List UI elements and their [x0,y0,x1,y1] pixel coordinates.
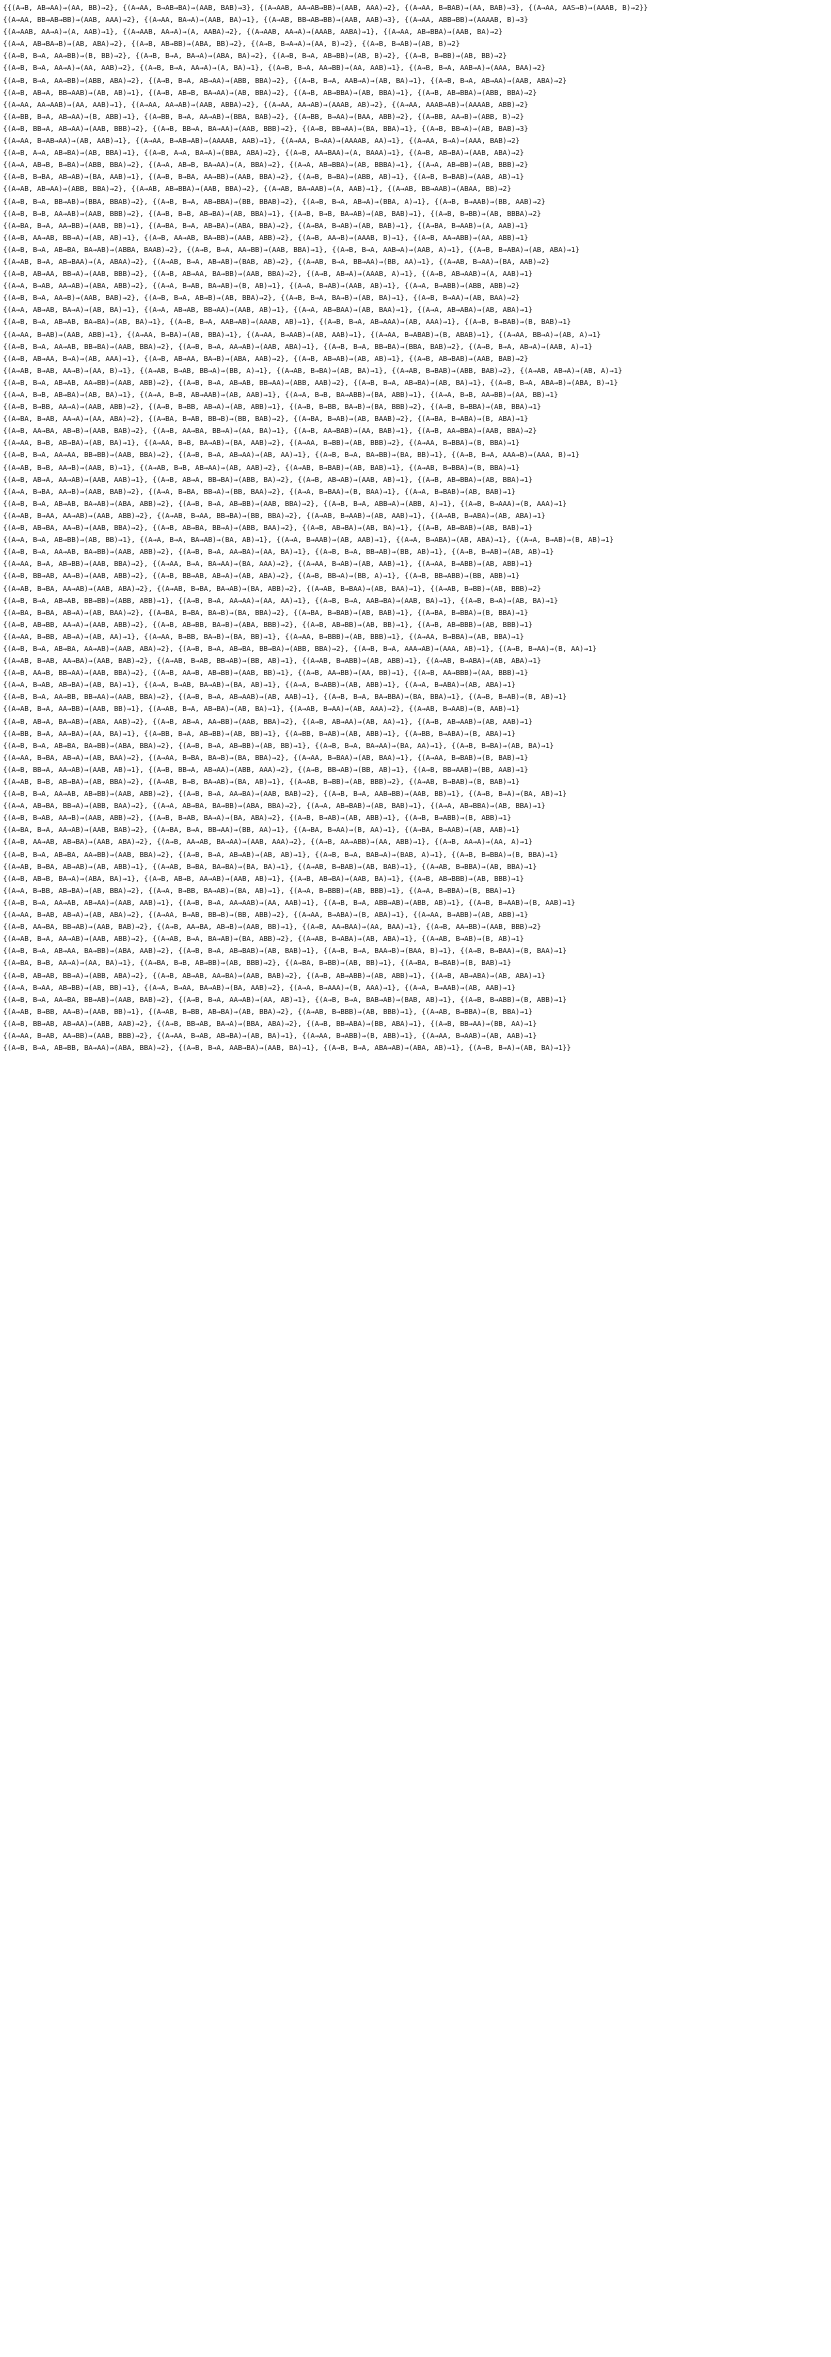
output-line: {(A→AA, AA→AAB)→(AA, AAB)→1}, {(A→AA, AA→AB)→(AAB, ABBA)→2}, {(A→AA, AA→AB)→(AAAB, AB)→2}, {(A→AA, AAAB→AB)→(AAAAB, ABB)→2} [3,99,529,109]
output-line: {(A→AB, B→BA, AA→AB)→(AAB, ABA)→2}, {(A→AB, B→BA, BA→AB)→(BA, ABB)→2}, {(A→AB, B→BAA)→(AB, BAA)→1}, {(A→AB, B→BB)→(AB, BBB)→2} [3,583,542,593]
output-line: {(A→B, B→A, AB→BA, BA→AB)→(ABBA, BAAB)→2}, {(A→B, B→A, AA→BB)→(AAB, BBA)→1}, {(A→B, B→A, AAB→A)→(AAB, A)→1}, {(A→B, B→ABA)→(AB, ABA)→1} [3,244,580,254]
output-line: {(A→BA, B→AB, AA→A)→(AA, ABA)→2}, {(A→BA, B→AB, BB→B)→(BB, BAB)→2}, {(A→BA, B→AB)→(AB, BAAB)→2}, {(A→BA, B→ABA)→(B, ABA)→1} [3,414,529,424]
output-line: {(A→A, B→AA, AB→BB)→(AB, BB)→1}, {(A→A, B→AA, BA→AB)→(BA, AAB)→2}, {(A→A, B→AAA)→(B, AAA)→1}, {(A→A, B→AAB)→(AB, AAB)→1} [3,982,516,992]
output-line: {(A→B, B→A, AB→AB, BA→BA)→(AB, BA)→1}, {(A→B, B→A, AAB→AB)→(AAAB, AB)→1}, {(A→B, B→A, AB→AAA)→(AB, AAA)→1}, {(A→B, B→BAB)→(B, BAB)→1} [3,317,572,327]
output-line: {(A→B, AA→AB, BB→A)→(AB, AB)→1}, {(A→B, AA→AB, BA→BB)→(AAB, ABB)→2}, {(A→B, AA→B)→(AAAB, B)→1}, {(A→B, AA→ABB)→(AA, ABB)→1} [3,232,529,242]
output-line: {(A→B, B→A, AA→BB)→(B, BB)→2}, {(A→B, B→A, BA→A)→(ABA, BA)→2}, {(A→B, B→A, AB→BB)→(AB, B)→2}, {(A→B, B→BB)→(AB, BB)→2} [3,51,507,61]
output-line: {(A→AB, B→AB, AA→B)→(AA, B)→1}, {(A→AB, B→AB, BB→A)→(BB, A)→1}, {(A→AB, B→BA)→(AB, BA)→1}, {(A→AB, B→BAB)→(ABB, BAB)→2}, {(A→AB, AB→A)→(AB, A)→1} [3,365,623,375]
output-line: {(A→B, B→A, AA→B)→(AAB, BAB)→2}, {(A→B, B→A, AB→B)→(AB, BBA)→2}, {(A→B, B→A, BA→B)→(AB, BA)→1}, {(A→B, B→AA)→(AB, BAA)→2} [3,293,520,303]
output-line: {(A→AA, BB→AB→BB)→(AAB, AAA)→2}, {(A→AA, BA→A)→(AAB, BA)→1}, {(A→AB, BB→AB→BB)→(AAB, AAB)→3}, {(A→AA, ABB→BB)→(AAAAB, B)→3} [3,15,529,25]
output-line: {(A→A, AB→AB, BA→A)→(AB, BA)→1}, {(A→A, AB→AB, BB→AA)→(AAB, AB)→1}, {(A→A, AB→BAA)→(AB, BAA)→1}, {(A→A, AB→ABA)→(AB, ABA)→1} [3,305,533,315]
output-line: {(A→AB, B→AA, AA→AB)→(AAB, ABB)→2}, {(A→AB, B→AA, BB→BA)→(BB, BBA)→2}, {(A→AB, B→AAB)→(AB, AAB)→1}, {(A→AB, B→ABA)→(AB, ABA)→1} [3,510,546,520]
output-line: {(A→A, AB→BA, BB→A)→(ABB, BAA)→2}, {(A→A, AB→BA, BA→BB)→(ABA, BBA)→2}, {(A→A, AB→BAB)→(AB, BAB)→1}, {(A→A, AB→BBA)→(AB, BBA)→1} [3,801,546,811]
output-line: {(A→B, B→A, AA→BB)→(ABB, ABA)→2}, {(A→B, B→A, AB→AA)→(ABB, BBA)→2}, {(A→B, B→A, AAB→A)→(AB, BA)→1}, {(A→B, B→A, AB→AA)→(AAB, ABA)→2} [3,75,567,85]
output-line: {(A→B, B→BA, AB→AB)→(BA, AAB)→1}, {(A→B, B→BA, AA→BB)→(AAB, BBA)→2}, {(A→B, B→BA)→(ABB, AB)→1}, {(A→B, B→BAB)→(AAB, AB)→1} [3,172,525,182]
output-line: {(A→AB, B→B, AB→BA)→(AB, BBA)→2}, {(A→AB, B→B, BA→AB)→(BA, AB)→1}, {(A→AB, B→BB)→(AB, BBB)→2}, {(A→AB, B→BAB)→(B, BAB)→1} [3,777,520,786]
output-line: {(A→A, B→BB, AB→BA)→(AB, BBA)→2}, {(A→A, B→BB, BA→AB)→(BA, AB)→1}, {(A→A, B→BBB)→(AB, BBB)→1}, {(A→A, B→BBA)→(B, BBA)→1} [3,885,516,895]
output-line: {(A→B, B→A, AB→BA, AA→BB)→(AAB, BBA)→2}, {(A→B, B→A, AB→AB)→(AB, AB)→1}, {(A→B, B→A, BAB→A)→(BAB, A)→1}, {(A→B, B→BBA)→(B, BBA)→1} [3,849,559,859]
output-line: {(A→AB, B→B, AA→B)→(AAB, B)→1}, {(A→AB, B→B, AB→AA)→(AB, AAB)→2}, {(A→AB, B→BAB)→(AB, BAB)→1}, {(A→AB, B→BBA)→(B, BBA)→1} [3,462,520,472]
output-line: {(A→B, B→A, AA→BB, BB→AA)→(AAB, BBA)→2}, {(A→B, B→A, AB→AAB)→(AB, AAB)→1}, {(A→B, B→A, BA→BBA)→(BA, BBA)→1}, {(A→B, B→AB)→(B, AB)→1} [3,692,567,702]
output-line: {(A→A, B→B, AB→BA)→(AB, BA)→1}, {(A→A, B→B, AB→AAB)→(AB, AAB)→1}, {(A→A, B→B, BA→ABB)→(BA, ABB)→1}, {(A→A, B→B, AA→BB)→(AA, BB)→1} [3,390,559,399]
output-line: {(A→B, B→A, AA→AB, AB→AA)→(AAB, AAB)→1}, {(A→B, B→A, AA→AAB)→(AA, AAB)→1}, {(A→B, B→A, ABB→AB)→(ABB, AB)→1}, {(A→B, B→AAB)→(B, AAB)→1} [3,897,576,907]
output-line: {(A→AB, B→BA, AB→AB)→(AB, ABB)→1}, {(A→AB, B→BA, BA→BA)→(BA, BA)→1}, {(A→AB, B→BAB)→(AB, BAB)→1}, {(A→AB, B→BBA)→(AB, BBA)→1} [3,861,537,871]
output-line: {(A→AA, B→BA, AB→A)→(AB, BAA)→2}, {(A→AA, B→BA, BA→B)→(BA, BBA)→2}, {(A→AA, B→BAA)→(AB, BAA)→1}, {(A→AA, B→BAB)→(B, BAB)→1} [3,752,529,762]
output-line: {(A→B, B→A, AA→AB, BB→BA)→(AAB, BBA)→2}, {(A→B, B→A, AA→AB)→(AAB, ABA)→1}, {(A→B, B→A, BB→BA)→(BBA, BAB)→2}, {(A→B, B→A, AB→A)→(AAB, A)→1} [3,341,593,351]
output-line: {(A→B, AB→A, BB→AAB)→(AB, AB)→1}, {(A→B, AB→B, BA→AA)→(AB, BBA)→2}, {(A→B, AB→BBA)→(AB, BBA)→1}, {(A→B, AB→BBA)→(ABB, BBA)→2} [3,87,537,97]
output-line: {(A→AA, B→A, AB→BB)→(AAB, BBA)→2}, {(A→AA, B→A, BA→AA)→(BA, AAA)→2}, {(A→AA, B→AB)→(AB, AAB)→1}, {(A→AA, B→ABB)→(AB, ABB)→1} [3,559,533,569]
output-line: {(A→B, B→A, AB→AB, BA→AB)→(ABA, ABB)→2}, {(A→B, B→A, AB→BB)→(AAB, BBA)→2}, {(A→B, B→A, ABB→A)→(ABB, A)→1}, {(A→B, B→AAA)→(B, AAA)→1} [3,498,567,508]
output-line: {(A→BA, B→A, AA→BB)→(AAB, BB)→1}, {(A→BA, B→A, AB→BA)→(ABA, BBA)→2}, {(A→BA, B→AB)→(AB, BAB)→1}, {(A→BA, B→AAB)→(A, AAB)→1} [3,220,529,230]
output-line: {(A→BA, B→BA, AB→A)→(AB, BAA)→2}, {(A→BA, B→BA, BA→B)→(BA, BBA)→2}, {(A→BA, B→BAB)→(AB, BAB)→1}, {(A→BA, B→BBA)→(B, BBA)→1} [3,607,529,617]
output-line: {(A→B, B→B, AA→AB)→(AAB, BBB)→2}, {(A→B, B→B, AB→BA)→(AB, BBA)→1}, {(A→B, B→B, BA→AB)→(AB, BAB)→1}, {(A→B, B→BB)→(AB, BBBA)→2} [3,208,542,218]
output-line: {(A→BB, B→A, AB→AA)→(B, ABB)→1}, {(A→BB, B→A, AA→AB)→(BBA, BAB)→2}, {(A→BB, B→AA)→(BAA, ABB)→2}, {(A→BB, AA→B)→(ABB, B)→2} [3,111,525,121]
output-line: {(A→A, B→AB, AB→BA)→(AB, BA)→1}, {(A→A, B→AB, BA→AB)→(BA, AB)→1}, {(A→A, B→ABB)→(AB, ABB)→1}, {(A→A, B→ABA)→(AB, ABA)→1} [3,680,516,690]
output-line: {(A→AA, B→AB, AA→BB)→(AAB, BBB)→2}, {(A→AA, B→AB, AB→BA)→(AB, BA)→1}, {(A→AA, B→ABB)→(B, ABB)→1}, {(A→AA, B→AAB)→(AB, AAB)→1} [3,1030,537,1040]
output-line: {(A→B, AB→BB, AA→A)→(AAB, ABB)→2}, {(A→B, AB→BB, BA→B)→(ABA, BBB)→2}, {(A→B, AB→BB)→(AB, BB)→1}, {(A→B, AB→BBB)→(AB, BBB)→1} [3,619,533,629]
output-line: {(A→B, AA→AB, AB→BA)→(AAB, ABA)→2}, {(A→B, AA→AB, BA→AA)→(AAB, AAA)→2}, {(A→B, AA→ABB)→(AA, ABB)→1}, {(A→B, AA→A)→(AA, A)→1} [3,837,533,847]
output-line: {(A→A, B→BA, AA→B)→(AAB, BAB)→2}, {(A→A, B→BA, BB→A)→(BB, BAA)→2}, {(A→A, B→BAA)→(B, BAA)→1}, {(A→A, B→BAB)→(AB, BAB)→1} [3,486,516,496]
output-line: {(A→B, AA→BA, BB→AB)→(AAB, BAB)→2}, {(A→B, AA→BA, AB→B)→(AAB, BB)→1}, {(A→B, AA→BAA)→(AA, BAA)→1}, {(A→B, AA→BB)→(AAB, BBB)→2} [3,922,542,932]
output-line: {(A→B, BB→A, AB→AA)→(AAB, BBB)→2}, {(A→B, BB→A, BA→AA)→(AAB, BBB)→2}, {(A→B, BB→AA)→(BA, BBA)→1}, {(A→B, BB→A)→(AB, BAB)→3} [3,123,529,133]
output-line: {(A→AB, B→A, AA→BB)→(AAB, BB)→1}, {(A→AB, B→A, AB→BA)→(AB, BA)→1}, {(A→AB, B→AA)→(AB, AAA)→2}, {(A→AB, B→AAB)→(B, AAB)→1} [3,704,520,714]
output-line: {(A→BA, B→A, AA→AB)→(AAB, BAB)→2}, {(A→BA, B→A, BB→AA)→(BB, AA)→1}, {(A→BA, B→AA)→(B, AA)→1}, {(A→BA, B→AAB)→(AB, AAB)→1} [3,825,520,835]
output-line: {(A→AA, B→AB, AB→A)→(AB, ABA)→2}, {(A→AA, B→AB, BB→B)→(BB, ABB)→2}, {(A→AA, B→ABA)→(B, ABA)→1}, {(A→AA, B→ABB)→(AB, ABB)→1} [3,910,529,920]
output-line: {(A→B, BB→AB, AA→B)→(AAB, ABB)→2}, {(A→B, BB→AB, AB→A)→(AB, ABA)→2}, {(A→B, BB→A)→(BB, A)→1}, {(A→B, BB→ABB)→(BB, ABB)→1} [3,571,520,581]
output-line: {(A→AB, B→BB, AA→B)→(AAB, BB)→1}, {(A→AB, B→BB, AB→BA)→(AB, BBA)→2}, {(A→AB, B→BBB)→(AB, BBB)→1}, {(A→AB, B→BBA)→(B, BBA)→1} [3,1006,533,1016]
output-line: {(A→AAB, AA→A)→(A, AAB)→1}, {(A→AAB, AA→A)→(A, AABA)→2}, {(A→AAB, AA→A)→(AAAB, AABA)→1}, {(A→AA, AB→BBA)→(AAB, BA)→2} [3,27,503,37]
output-line: {(A→A, B→A, AB→BB)→(AB, BB)→1}, {(A→A, B→A, BA→AB)→(BA, AB)→1}, {(A→A, B→AAB)→(AB, AAB)→1}, {(A→A, B→ABA)→(AB, ABA)→1}, {(A→A, B→AB)→(B, AB)→1} [3,535,614,545]
output-line: {(A→AA, B→B, AB→BA)→(AB, BA)→1}, {(A→AA, B→B, BA→AB)→(BA, AAB)→2}, {(A→AA, B→BB)→(AB, BBB)→2}, {(A→AA, B→BBA)→(B, BBA)→1} [3,438,520,448]
output-line: {{(A→B, AB→AA)→(AA, BB)→2}, {(A→AA, B→AB→BA)→(AAB, BAB)→3}, {(A→AAB, AA→AB→BB)→(AAB, AAA)→2}, {(A→AA, B→BAB)→(AA, BAB)→3}, {(A→AA, AAS→B)→(AAAB, B)→2}} [3,3,648,12]
output-line: {(A→B, B→A, AB→BA, AA→AB)→(AAB, ABA)→2}, {(A→B, B→A, AB→BA, BB→BA)→(ABB, BBA)→2}, {(A→B, B→A, AAA→AB)→(AAA, AB)→1}, {(A→B, B→AA)→(B, AA)→1} [3,643,597,653]
output-line: {(A→B, B→A, AA→AB, AB→BB)→(AAB, ABB)→2}, {(A→B, B→A, AA→BA)→(AAB, BAB)→2}, {(A→B, B→A, AAB→BB)→(AAB, BB)→1}, {(A→B, B→A)→(BA, AB)→1} [3,789,567,799]
output-line: {(A→A, B→AB, AA→AB)→(ABA, ABB)→2}, {(A→A, B→AB, BA→AB)→(B, AB)→1}, {(A→A, B→AB)→(AAB, AB)→1}, {(A→A, B→ABB)→(ABB, ABB)→2} [3,281,520,291]
output-line: {(A→AB, B→A, AB→BAA)→(A, ABAA)→2}, {(A→AB, B→A, AB→AB)→(BAB, AB)→2}, {(A→AB, B→A, BB→AA)→(BB, AA)→1}, {(A→AB, B→AA)→(BA, AAB)→2} [3,256,550,266]
output-line: {(A→AA, B→BB, AB→A)→(AB, AA)→1}, {(A→AA, B→BB, BA→B)→(BA, BB)→1}, {(A→AA, B→BBB)→(AB, BBB)→1}, {(A→AA, B→BBA)→(AB, BBA)→1} [3,631,525,641]
output-line: {(A→B, A→A, AB→BA)→(AB, BBA)→1}, {(A→B, A→A, BA→A)→(BBA, ABA)→2}, {(A→B, AA→BAA)→(A, BAAA)→1}, {(A→B, AB→BA)→(AAB, ABA)→2} [3,148,525,158]
output-line: {(A→B, B→A, AA→AB, BA→BB)→(AAB, ABB)→2}, {(A→B, B→A, AA→BA)→(AA, BA)→1}, {(A→B, B→A, BB→AB)→(BB, AB)→1}, {(A→B, B→AB)→(AB, AB)→1} [3,547,554,557]
output-line: {(A→B, B→A, AB→AB, BB→BB)→(ABB, ABB)→1}, {(A→B, B→A, AA→AA)→(AA, AA)→1}, {(A→B, B→A, AAB→BA)→(AAB, BA)→1}, {(A→B, B→A)→(AB, BA)→1} [3,595,559,605]
output-line: {(A→B, AB→AA, B→A)→(AB, AAA)→1}, {(A→B, AB→AA, BA→B)→(ABA, AAB)→2}, {(A→B, AB→AB)→(AB, AB)→1}, {(A→B, AB→BAB)→(AAB, BAB)→2} [3,353,529,363]
output-line: {(A→B, B→A, AA→A)→(AA, AAB)→2}, {(A→B, B→A, AA→A)→(A, BA)→1}, {(A→B, B→A, AA→BB)→(AA, AAB)→1}, {(A→B, B→A, AAB→A)→(AAA, BAA)→2} [3,63,546,73]
output-line: {(A→B, B→AB, AA→B)→(AAB, ABB)→2}, {(A→B, B→AB, BA→A)→(BA, ABA)→2}, {(A→B, B→AB)→(AB, ABB)→1}, {(A→B, B→ABB)→(B, ABB)→1} [3,813,512,823]
output-line: {(A→B, AA→BA, AB→B)→(AAB, BAB)→2}, {(A→B, AA→BA, BB→A)→(AA, BA)→1}, {(A→B, AA→BAB)→(AA, BAB)→1}, {(A→B, AA→BBA)→(AAB, BBA)→2} [3,426,537,436]
output-line: {(A→B, AB→B, BA→A)→(ABA, BA)→1}, {(A→B, AB→B, AA→AB)→(AAB, AB)→1}, {(A→B, AB→BA)→(AAB, BA)→1}, {(A→B, AB→BBB)→(AB, BBB)→1} [3,873,525,883]
output-line: {(A→AB, B→A, AA→AB)→(AAB, ABB)→2}, {(A→AB, B→A, BA→AB)→(BA, ABB)→2}, {(A→AB, B→ABA)→(AB, ABA)→1}, {(A→AB, B→AB)→(B, AB)→1} [3,934,525,944]
output-line: {(A→B, B→BB, AA→A)→(AAB, ABB)→2}, {(A→B, B→BB, AB→A)→(AB, ABB)→1}, {(A→B, B→BB, BA→B)→(BA, BBB)→2}, {(A→B, B→BBA)→(AB, BBA)→1} [3,402,542,412]
output-line: {(A→B, BB→AB, AB→AA)→(ABB, AAB)→2}, {(A→B, BB→AB, BA→A)→(BBA, ABA)→2}, {(A→B, BB→ABA)→(BB, ABA)→1}, {(A→B, BB→AA)→(BB, AA)→1} [3,1018,537,1028]
output-line: {(A→BA, B→B, AA→A)→(AA, BA)→1}, {(A→BA, B→B, AB→BB)→(AB, BBB)→2}, {(A→BA, B→BB)→(AB, BB)→1}, {(A→BA, B→BAB)→(B, BAB)→1} [3,958,512,968]
output-line: {(A→AA, B→AB)→(AAB, ABB)→1}, {(A→AA, B→BA)→(AB, BBA)→1}, {(A→AA, B→AAB)→(AB, AAB)→1}, {(A→AA, B→ABAB)→(B, ABAB)→1}, {(A→AA, BB→A)→(AB, A)→1} [3,329,601,339]
output-line: {(A→B, B→A, AB→AA, BA→BB)→(ABA, AAB)→2}, {(A→B, B→A, AB→BAB)→(AB, BAB)→1}, {(A→B, B→A, BAA→B)→(BAA, B)→1}, {(A→B, B→BAA)→(B, BAA)→1} [3,946,567,956]
output-line: {(A→A, AB→BA→B)→(AB, ABA)→2}, {(A→B, AB→BB)→(ABA, BB)→2}, {(A→B, B→A→A)→(AA, B)→2}, {(A→B, B→AB)→(AB, B)→2} [3,39,460,49]
output-line: {(A→B, AB→BA, AA→B)→(AAB, BBA)→2}, {(A→B, AB→BA, BB→A)→(ABB, BAA)→2}, {(A→B, AB→BA)→(AB, BA)→1}, {(A→B, AB→BAB)→(AB, BAB)→1} [3,523,533,533]
output-line: {(A→B, B→A, AB→BB, BA→AA)→(ABA, BBA)→2}, {(A→B, B→A, AAB→BA)→(AAB, BA)→1}, {(A→B, B→A, ABA→AB)→(ABA, AB)→1}, {(A→B, B→A)→(AB, BA)→1}} [3,1043,572,1053]
output-line: {(A→B, AA→B, BB→AA)→(AAB, BBA)→2}, {(A→B, AA→B, AB→BB)→(AAB, BB)→1}, {(A→B, AA→BB)→(AA, BB)→1}, {(A→B, AA→BBB)→(AA, BBB)→1} [3,668,529,678]
output-line: {(A→AB, AB→AA)→(ABB, BBA)→2}, {(A→AB, AB→BBA)→(AAB, BBA)→2}, {(A→AB, BA→AAB)→(A, AAB)→1}, {(A→AB, BB→AAB)→(ABAA, BB)→2} [3,184,512,194]
output-line: {(A→B, AB→A, BA→AB)→(ABA, AAB)→2}, {(A→B, AB→A, AA→BB)→(AAB, BBA)→2}, {(A→B, AB→AA)→(AB, AA)→1}, {(A→B, AB→AAB)→(AB, AAB)→1} [3,716,533,726]
output-line: {(A→B, B→A, AA→AA, BB→BB)→(AAB, BBA)→2}, {(A→B, B→A, AB→AA)→(AB, AA)→1}, {(A→B, B→A, BA→BB)→(BA, BB)→1}, {(A→B, B→A, AAA→B)→(AAA, B)→1} [3,450,580,460]
output-line: {(A→B, AB→A, AA→AB)→(AAB, AAB)→1}, {(A→B, AB→A, BB→BA)→(ABB, BA)→2}, {(A→B, AB→AB)→(AAB, AB)→1}, {(A→B, AB→BBA)→(AB, BBA)→1} [3,474,533,484]
output-line: {(A→A, AB→B, B→BA)→(ABB, BBA)→2}, {(A→A, AB→B, BA→AA)→(A, BBA)→2}, {(A→A, AB→BBA)→(AB, BBBA)→1}, {(A→A, AB→BB)→(AB, BBB)→2} [3,160,529,170]
output-line: {(A→BB, B→A, AA→BA)→(AA, BA)→1}, {(A→BB, B→A, AB→BB)→(AB, BB)→1}, {(A→BB, B→AB)→(AB, ABB)→1}, {(A→BB, B→ABA)→(B, ABA)→1} [3,728,516,738]
output-line: {(A→AA, B→AB→AA)→(AB, AAB)→1}, {(A→AA, B→AB→AB)→(AAAAB, AAB)→1}, {(A→AA, B→AA)→(AAAAB, AA)→1}, {(A→AA, B→A)→(AAA, BAB)→2} [3,136,520,146]
output-line: {(A→AB, B→AB, AA→BA)→(AAB, BAB)→2}, {(A→AB, B→AB, BB→AB)→(BB, AB)→1}, {(A→AB, B→ABB)→(AB, ABB)→1}, {(A→AB, B→ABA)→(AB, ABA)→1} [3,656,542,666]
output-line: {(A→B, AB→AB, BB→A)→(ABB, ABA)→2}, {(A→B, AB→AB, AA→BA)→(AAB, BAB)→2}, {(A→B, AB→ABB)→(AB, ABB)→1}, {(A→B, AB→ABA)→(AB, ABA)→1} [3,970,546,980]
output-line: {(A→B, AB→AA, BB→A)→(AAB, BBB)→2}, {(A→B, AB→AA, BA→BB)→(AAB, BBA)→2}, {(A→B, AB→A)→(AAAB, A)→1}, {(A→B, AB→AAB)→(A, AAB)→1} [3,269,533,279]
output-line: {(A→B, B→A, AB→AB, AA→BB)→(AAB, ABB)→2}, {(A→B, B→A, AB→AB, BB→AA)→(ABB, AAB)→2}, {(A→B, B→A, AB→BA)→(AB, BA)→1}, {(A→B, B→A, ABA→B)→(ABA, B)→1} [3,377,618,387]
output-line: {(A→B, BB→A, AA→AB)→(AAB, AB)→1}, {(A→B, BB→A, AB→AA)→(ABB, AAA)→2}, {(A→B, BB→AB)→(BB, AB)→1}, {(A→B, BB→AAB)→(BB, AAB)→1} [3,764,529,774]
output-line: {(A→B, B→A, AA→BA, BB→AB)→(AAB, BAB)→2}, {(A→B, B→A, AA→AB)→(AA, AB)→1}, {(A→B, B→A, BAB→AB)→(BAB, AB)→1}, {(A→B, B→ABB)→(B, ABB)→1} [3,994,567,1004]
output-line: {(A→B, B→A, BB→AB)→(BBA, BBAB)→2}, {(A→B, B→A, AB→BBA)→(BB, BBAB)→2}, {(A→B, B→A, AB→A)→(BBA, A)→1}, {(A→B, B→AAB)→(BB, AAB)→2} [3,196,546,206]
output-line: {(A→B, B→A, AB→BA, BA→BB)→(ABA, BBA)→2}, {(A→B, B→A, AB→BB)→(AB, BB)→1}, {(A→B, B→A, BA→AA)→(BA, AA)→1}, {(A→B, B→BA)→(AB, BA)→1} [3,740,554,750]
